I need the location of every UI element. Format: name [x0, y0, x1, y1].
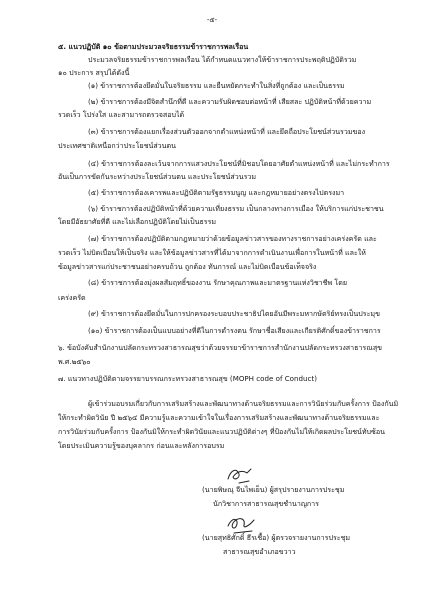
item-2: (๒) ข้าราชการต้องมีจิตสำนึกที่ดี และความรับผิดชอบต่อหน้าที่ เสียสละ ปฏิบัติหน้าที่ด้วยความ: [88, 97, 372, 106]
item-3: (๓) ข้าราชการต้องแยกเรื่องส่วนตัวออกจากตำแหน่งหน้าที่ และยึดถือประโยชน์ส่วนรวมของ: [88, 127, 366, 136]
item-8-cont: เคร่งครัด: [58, 293, 86, 302]
intro-line: ๑๐ ประการ สรุปได้ดังนี้: [58, 68, 130, 77]
item-7-cont: ข้อมูลข่าวสารแก่ประชาชนอย่างครบถ้วน ถูกต้อง ทันการณ์ และไม่บิดเบือนข้อเท็จจริง: [58, 262, 317, 271]
item-1: (๑) ข้าราชการต้องยึดมั่นในจริยธรรม และยืนหยัดกระทำในสิ่งที่ถูกต้อง และเป็นธรรม: [88, 81, 345, 90]
closing-paragraph: โดยประเมินความรู้ของบุคลากร ก่อนและหลังการอบรม: [58, 441, 225, 450]
intro-line: ประมวลจริยธรรมข้าราชการพลเรือน ได้กำหนดแนวทางให้ข้าราชการประพฤติปฏิบัติรวม: [88, 55, 357, 64]
item-7: (๗) ข้าราชการต้องปฏิบัติตามกฎหมายว่าด้วยข้อมูลข่าวสารของทางราชการอย่างเคร่งครัด และ: [88, 234, 377, 243]
item-7-cont: รวดเร็ว ไม่บิดเบือนให้เป็นจริง และให้ข้อมูลข่าวสารที่ได้มาจากการดำเนินงานเพื่อการในหน้าที่ และให้: [58, 248, 366, 257]
section-6-heading: ๖. ข้อบังคับสำนักงานปลัดกระทรวงสาธารณสุขว่าด้วยจรรยาข้าราชการสำนักงานปลัดกระทรวงสาธารณสุข: [58, 343, 383, 352]
signature-2-title: สาธารณสุขอำเภอขวาว: [223, 547, 296, 556]
section-7-heading: ๗. แนวทางปฏิบัติตามจรรยาบรรณกระทรวงสาธารณสุข (MOPH code of Conduct): [58, 374, 317, 383]
closing-paragraph: ให้กระทำผิดวินัย ปี ๒๕๖๔ มีความรู้และความเข้าใจในเรื่องการเสริมสร้างและพัฒนาทางด้านจริยธรรมและ: [58, 413, 380, 422]
item-8: (๘) ข้าราชการต้องมุ่งผลสัมฤทธิ์ของงาน รักษาคุณภาพและมาตรฐานแห่งวิชาชีพ โดย: [88, 278, 347, 287]
item-9: (๙) ข้าราชการต้องยึดมั่นในการปกครองระบอบประชาธิปไตยอันมีพระมหากษัตริย์ทรงเป็นประมุข: [88, 309, 380, 318]
item-4-cont: อันเป็นการขัดกันระหว่างประโยชน์ส่วนตน และประโยชน์ส่วนรวม: [58, 172, 257, 181]
section-6-year: พ.ศ.๒๕๖๐: [58, 357, 91, 366]
item-6-cont: โดยมีอัธยาศัยที่ดี และไม่เลือกปฏิบัติโดยไม่เป็นธรรม: [58, 217, 217, 226]
signature-1-title: นักวิชาการสาธารณสุขชำนาญการ: [213, 499, 319, 508]
section-5-heading: ๕. แนวปฏิบัติ ๑๐ ข้อตามประมวลจริยธรรมข้าราชการพลเรือน: [58, 42, 249, 51]
signature-2-name: (นายสุทธิศักดิ์ ธีรเชื้อ) ผู้ตรวจรายงานการประชุม: [202, 533, 351, 542]
closing-paragraph: การวินัยร่วมกับครั้งการ ป้องกันมิให้กระทำผิดวินัยและแนวปฏิบัติต่างๆ ที่ป้องกันไม่ให้เกิดผลประโยชน์ทับซ้อน: [58, 427, 385, 436]
closing-paragraph: ผู้เข้าร่วมอบรมเกี่ยวกับการเสริมสร้างและพัฒนาทางด้านจริยธรรมและการวินัยร่วมกับครั้งการ ป้องกันมิ: [88, 399, 399, 408]
item-5: (๕) ข้าราชการต้องเคารพและปฏิบัติตามรัฐธรรมนูญ และกฎหมายอย่างตรงไปตรงมา: [88, 188, 345, 197]
item-3-cont: ประเทศชาติเหนือกว่าประโยชน์ส่วนตน: [58, 141, 176, 150]
item-4: (๔) ข้าราชการต้องละเว้นจากการแสวงประโยชน์ที่มิชอบโดยอาศัยตำแหน่งหน้าที่ และไม่กระทำการ: [88, 159, 390, 168]
item-2-cont: รวดเร็ว โปร่งใส และสามารถตรวจสอบได้: [58, 110, 185, 119]
item-10: (๑๐) ข้าราชการต้องเป็นแบบอย่างที่ดีในการดำรงตน รักษาชื่อเสียงและเกียรติศักดิ์ของข้าราชการ: [88, 326, 381, 335]
item-6: (๖) ข้าราชการต้องปฏิบัติหน้าที่ด้วยความเที่ยงธรรม เป็นกลางทางการเมือง ให้บริการแก่ประชาชน: [88, 204, 384, 213]
page-number: -๕-: [206, 16, 218, 24]
handwritten-signature: [225, 465, 255, 487]
signature-1-name: (นายพิษณุ จีนไพเย็น) ผู้สรุปรายงานการประชุม: [202, 485, 345, 494]
